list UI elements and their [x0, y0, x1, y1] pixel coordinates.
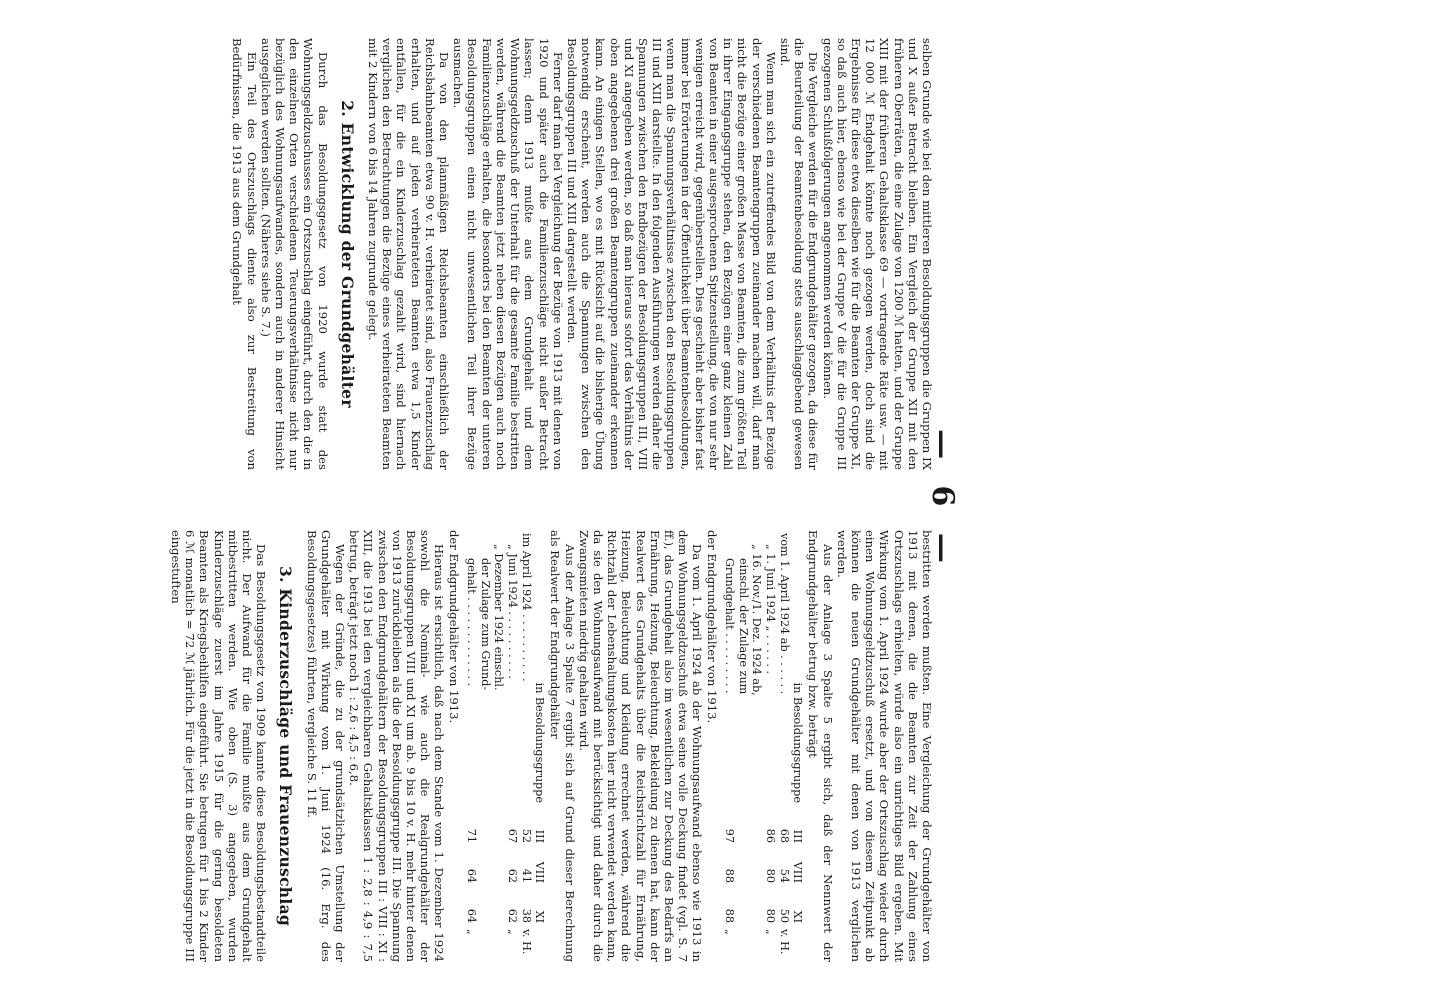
table-cell-label: gehalt . . . . . . . . . . . . . — [465, 558, 479, 687]
table-cell-label: „ Juni 1924 . . . . . . . . . . — [505, 544, 519, 679]
paragraph: Da von den planmäßigen Reichsbeamten einschließlich der Reichsbahnbeamten etwa 90 v. H. verheiratet sind, also Frauenzuschlag erhalten, und auf jeden verheirateten Beamten etwa 1,5 Kinder entfallen, für die ein Kinderzuschlag gezahlt wird, sind hiernach verglichen den Betrachtungen die Bezüge eines verheirateten Beamten mit 2 Kindern von 6 bis 14 Jahren zugrunde gelegt. — [366, 38, 452, 470]
real-salary-table — [465, 530, 547, 962]
table-cell: 64 — [465, 868, 479, 883]
table-cell: 50 — [777, 908, 791, 923]
table-cell-unit: „ — [763, 929, 777, 935]
table-header-label: in Besoldungsgruppe — [791, 682, 805, 803]
table-cell-label: „ 1. Juni 1924 „ . . . . . . — [763, 544, 777, 675]
paragraph: Hieraus ist ersichtlich, daß nach dem Stande vom 1. Dezember 1924 sowohl die Nominal- wie auch die Realgrundgehälter der Besoldungsgruppen VIII und XI um ab. 9 bis 10 v. H. mehr hinter denen von 1913 zurückbleiben als die der Besoldungsgruppe III. Die Spannung zwischen den Endgrundgehältern der Besoldungsgruppen III : VIII : XI : XIII, die 1913 bei den vergleichbaren Gehaltsklassen 1 : 2,8 : 4,9 : 7,5 betrug, beträgt jetzt noch 1 : 2,6 : 4,5 : 6,8. — [347, 530, 447, 962]
table-cell-label: Grundgehalt . . . . . . . . . — [723, 558, 737, 694]
table-row — [478, 530, 492, 962]
table-row — [736, 530, 750, 962]
paragraph: Durch das Besoldungsgesetz von 1920 wurde statt des Wohnungsgeldzuschusses ein Ortszuschlag eingeführt, durch den die in den einzelnen Orten verschiedenen Teuerungsverhältnisse nicht nur bezüglich des Wohnungsaufwandes, sondern auch in anderer Hinsicht ausgeglichen werden sollten. (Näheres siehe S. 7.) — [258, 38, 330, 470]
table-cell-unit: v. H. — [519, 929, 533, 955]
table-cell-label: im April 1924 . . . . . . . . . . — [519, 533, 533, 682]
table-cell-label: der Zulage zum Grund- — [478, 558, 492, 691]
nominal-salary-table — [723, 530, 805, 962]
table-cell: 71 — [465, 828, 479, 843]
table-cell-unit: „ — [723, 929, 737, 935]
table-cell: 67 — [505, 828, 519, 843]
table-header-row — [533, 530, 547, 962]
table-cell-label: vom 1. April 1924 ab . . . . . . — [777, 533, 791, 695]
table-header-cell: XI — [533, 910, 547, 923]
paragraph: Wenn man sich ein zutreffendes Bild von dem Verhältnis der Bezüge der verschiedenen Beamtengruppen zueinander machen will, darf man nicht die Bezüge einer großen Masse von Beamten, die zum größten Teil in ihrer Eingangsgruppe stehen, den Bezügen einer ganz kleinen Zahl von Beamten in einer ausgesprochenen Spitzenstellung, die von nur sehr wenigen erreicht wird, gegenüberstellen. Dies geschieht aber bisher fast immer bei Erörterungen in der Öffentlichkeit über Beamtenbesoldungen, wenn man die Spannungsverhältnisse zwischen den Besoldungsgruppen III und XIII darstellte. In den folgenden Ausführungen werden daher die Spannungen zwischen den Endbezügen der Besoldungsgruppen III, VIII und XI angegeben werden, so daß man hieraus sofort das Verhältnis der oben angegebenen drei großen Beamtengruppen zueinander erkennen kann. An einigen Stellen, wo es mit Rücksicht auf die bisherige Übung notwendig erscheint, werden auch die Spannungen zwischen den Besoldungsgruppen III und XIII dargestellt werden. — [564, 38, 778, 470]
table-row — [505, 530, 519, 962]
digitization-credit — [4, 598, 18, 994]
paragraph: selben Grunde wie bei den mittleren Besoldungsgruppen die Gruppen IX und X außer Betracht bleiben. Ein Vergleich der Gruppe XII mit den früheren Oberräten, die eine Zulage von 1200 ℳ hatten, und der Gruppe XIII mit der früheren Gehaltsklasse 69 — vortragende Räte usw. — mit 12 000 ℳ Endgehalt könnte noch gezogen werden, doch sind die Ergebnisse für diese etwa dieselben wie für die Beamten der Gruppe XI, so daß auch hier, ebenso wie bei der Gruppe V die für die Gruppe III gezogenen Schlußfolgerungen angenommen werden können. — [820, 38, 934, 470]
paragraph: bestritten werden mußten. Eine Vergleichung der Grundgehälter von 1913 mit denen, die die Beamten zur Zeit der Zahlung eines Ortszuschlags erhielten, würde also ein unrichtiges Bild ergeben. Mit Wirkung vom 1. April 1924 wurde aber der Ortszuschlag wieder durch einen Wohnungsgeldzuschuß ersetzt, und von diesem Zeitpunkt ab können die neuen Grundgehälter mit denen von 1913 verglichen werden. — [834, 530, 934, 962]
page-number: — 6 — — [925, 429, 960, 571]
table-header-label: in Besoldungsgruppe — [533, 682, 547, 803]
table-header-cell: VIII — [533, 861, 547, 883]
table-header-cell: XI — [791, 910, 805, 923]
table-row — [492, 530, 506, 962]
section-heading: 2. Entwicklung der Grundgehälter — [337, 100, 357, 408]
table-cell: 62 — [505, 908, 519, 923]
paragraph: Ein Teil des Ortszuschlags diente also zur Bestreitung von Bedürfnissen, die 1913 aus dem Grundgehalt — [230, 38, 259, 470]
text-column-first — [4, 38, 934, 470]
section-heading: 3. Kinderzuschläge und Frauenzuschlag — [276, 565, 296, 927]
table-cell: 52 — [519, 828, 533, 843]
paragraph: Ferner darf man bei Vergleichung der Bezüge von 1913 mit denen von 1920 und später auch die Familienzuschläge nicht außer Betracht lassen; denn 1913 mußte aus dem Grundgehalt und dem Wohnungsgeldzuschuß der Unterhalt für die gesamte Familie bestritten werden, während die Beamten jetzt neben diesen Bezügen auch noch Familienzuschläge erhalten, die besonders bei den Beamten der unteren Besoldungsgruppen einen nicht unwesentlichen Teil ihrer Bezüge ausmachen. — [451, 38, 565, 470]
table-note: der Endgrundgehälter von 1913. — [446, 530, 461, 724]
table-header-row — [791, 530, 805, 962]
table-cell: 38 — [519, 908, 533, 923]
table-row — [519, 530, 533, 962]
table-cell-unit: „ — [465, 929, 479, 935]
table-cell-unit: „ — [505, 929, 519, 935]
table-row — [465, 530, 479, 962]
table-row — [750, 530, 764, 962]
table-header-cell: III — [533, 829, 547, 843]
table-cell-label: einschl. der Zulage zum — [736, 558, 750, 695]
table-cell: 80 — [763, 908, 777, 923]
table-header-cell: VIII — [791, 861, 805, 883]
table-row — [723, 530, 737, 962]
table-cell-unit: v. H. — [777, 929, 791, 955]
table-cell: 80 — [763, 868, 777, 883]
table-header-cell: III — [791, 829, 805, 843]
table-row — [763, 530, 777, 962]
table-cell: 64 — [465, 908, 479, 923]
table-cell: 62 — [505, 868, 519, 883]
paragraph: Das Besoldungsgesetz von 1909 kannte diese Besoldungsbestandteile nicht. Der Aufwand für die Familie mußte aus dem Grundgehalt mitbestritten werden. Wie oben (S. 3) angegeben, wurden Kinderzuschläge zuerst im Jahre 1915 für die gering besoldeten Beamten als Kriegsbeihilfen eingeführt. Sie betrugen für 1 bis 2 Kinder 6 ℳ monatlich = 72 ℳ jährlich. Für die jetzt in die Besoldungsgruppe III eingestuften — [168, 530, 269, 962]
paragraph: Aus der Anlage 3 Spalte 5 ergibt sich, daß der Nennwert der Endgrundgehälter betrug bzw. beträgt — [806, 530, 835, 962]
table-cell: 86 — [763, 828, 777, 843]
paragraph: Wegen der Gründe, die zu der grundsätzlichen Umstellung der Grundgehälter mit Wirkung vom 1. Juni 1924 (16. Erg. des Besoldungsgesetzes) führten, vergleiche S. 11 ff. — [304, 530, 347, 962]
table-cell-label: „ 16. Nov./1. Dez. 1924 ab, — [750, 544, 764, 696]
table-cell: 68 — [777, 828, 791, 843]
table-cell: 88 — [723, 868, 737, 883]
table-cell: 54 — [777, 868, 791, 883]
table-cell: 97 — [723, 828, 737, 843]
text-column-second — [4, 530, 934, 962]
paragraph: Da vom 1. April 1924 ab der Wohnungsaufwand ebenso wie 1913 in dem Wohnungsgeldzuschuß etwa seine volle Deckung findet (vgl. S. 7 ff.), das Grundgehalt also im wesentlichen zur Deckung des Bedarfs an Ernährung, Heizung, Beleuchtung, Bekleidung zu dienen hat, kann der Realwert des Grundgehalts über die Reichsrichtzahl für Ernährung, Heizung, Beleuchtung und Kleidung errechnet werden, während die Richtzahl der Lebenshaltungskosten hier nicht verwendet werden kann, da sie den Wohnungsaufwand mit berücksichtigt und daher durch die Zwangsmieten niedrig gehalten wird. — [576, 530, 705, 962]
table-cell: 41 — [519, 868, 533, 883]
table-cell: 88 — [723, 908, 737, 923]
table-row — [777, 530, 791, 962]
paragraph: Aus der Anlage 3 Spalte 7 ergibt sich auf Grund dieser Berechnung als Realwert der Endgrundgehälter — [548, 530, 577, 962]
table-note: der Endgrundgehälter von 1913. — [704, 530, 719, 724]
paragraph: Die Vergleiche werden für die Endgrundgehälter gezogen, da diese für die Beurteilung der Beamtenbesoldung stets ausschlaggebend gewesen sind. — [777, 38, 821, 470]
table-cell-label: „ Dezember 1924 einschl. — [492, 544, 506, 691]
